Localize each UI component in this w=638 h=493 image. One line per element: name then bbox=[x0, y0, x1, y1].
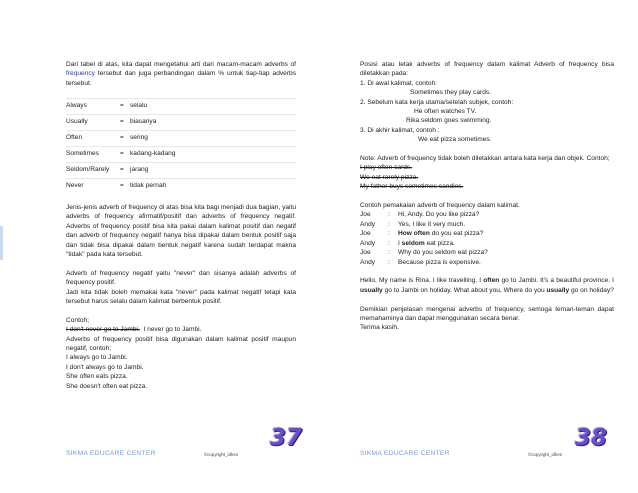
wrong-example: My father buys sometimes candies. bbox=[360, 183, 464, 191]
note-paragraph: Note: Adverb of frequency tidak boleh diletakkan antara kata kerja dan objek. Contoh; bbox=[360, 155, 610, 163]
table-row: Always = selalu bbox=[66, 98, 296, 114]
table-row: Often = sering bbox=[66, 130, 296, 146]
negative-adverb-paragraph: Adverb of frequency negatif yaitu "never" dan sisanya adalah adverbs of frequency positif. bbox=[66, 269, 296, 287]
position-item: 3. Di akhir kalimat, contoh : bbox=[360, 126, 440, 134]
position-example: He often watches TV. bbox=[414, 108, 477, 116]
footer-copyright: ©copyright_idhen bbox=[204, 452, 239, 457]
footer-brand: SIKMA EDUCARE CENTER bbox=[360, 450, 450, 457]
rule-paragraph: Jadi kita tidak boleh memakai kata "never" pada kalimat negatif tetapi kata tersebut harus selalu dalam kalimat berbentuk positif. bbox=[66, 288, 296, 306]
page-number: 38 bbox=[575, 425, 608, 451]
position-item: 1. Di awal kalimat, contoh: bbox=[360, 79, 437, 87]
table-row: Never = tidak pernah bbox=[66, 178, 296, 194]
correct-example: I never go to Jambi. bbox=[143, 326, 202, 334]
example-label: Contoh; bbox=[66, 316, 90, 324]
wrong-example: I don't never go to Jambi. bbox=[66, 326, 140, 334]
example-line bbox=[66, 325, 296, 334]
positive-usage-paragraph: Adverbs of frequency positif bisa digunakan dalam kalimat positif maupun negatif, contoh; bbox=[66, 335, 296, 353]
example-sentence: I don't always go to Jambi. bbox=[66, 363, 144, 371]
position-example: Rika seldom goes swimming. bbox=[406, 117, 492, 125]
dialog-line: Andy : Because pizza is expensive. bbox=[360, 258, 481, 266]
dialog-line: Joe : How often do you eat pizza? bbox=[360, 230, 484, 238]
position-item: 2. Sebelum kata kerja utama/setelah subjek, contoh: bbox=[360, 98, 514, 106]
intro-paragraph: Dari tabel di atas, kita dapat mengetahui arti dari macam-macam adverbs of frequency tersebut dan juga perbandingan dalam % untuk tiap-tiap adverbs tersebut. bbox=[66, 61, 296, 87]
story-paragraph: Hello, My name is Rina. I like travelling. I often go to Jambi. It's a beautiful province. I usually go to Jambi on holiday. What about you, Where do you usually go on holiday? bbox=[360, 277, 614, 294]
example-sentence: She doesn't often eat pizza. bbox=[66, 382, 148, 390]
page-38 bbox=[319, 0, 638, 493]
thanks-text: Terima kasih. bbox=[360, 324, 399, 332]
table-row: Usually = biasanya bbox=[66, 114, 296, 130]
footer-copyright: ©copyright_idhen bbox=[528, 452, 563, 457]
dialog-line: Joe : Why do you seldom eat pizza? bbox=[360, 249, 488, 257]
highlighted-word: frequency bbox=[66, 70, 95, 78]
adverb-meaning-table bbox=[66, 98, 296, 194]
types-paragraph: Jenis-jenis adverb of frequency di atas bisa kita bagi menjadi dua bagian, yaitu adverbs of frequency afirmatif/positif dan adverbs of frequency negatif. Adverbs of frequency positif bisa kita pakai dalam kalimat positif dan negatif dan adverb of frequency negatif hanya bisa dipakai dalam bentuk positif saja dan tidak bisa dipakai dalam bentuk negatif karena sudah terdapat makna "tidak" pada kata tersebut. bbox=[66, 204, 296, 259]
page-number: 37 bbox=[270, 425, 303, 451]
page-footer bbox=[66, 448, 296, 462]
example-sentence: I always go to Jambi. bbox=[66, 354, 128, 362]
position-example: Sometimes they play cards. bbox=[410, 89, 491, 97]
page-38-content bbox=[360, 60, 614, 333]
footer-brand: SIKMA EDUCARE CENTER bbox=[66, 450, 156, 457]
wrong-example: I play often cards. bbox=[360, 164, 413, 172]
dialog-line: Joe : Hi, Andy. Do you like pizza? bbox=[360, 211, 480, 219]
dialog-intro: Contoh pemakaian adverb of frequency dalam kalimat. bbox=[360, 202, 520, 210]
closing-paragraph: Demikian penjelasan mengenai adverbs of frequency, semoga teman-teman dapat memahaminya dan dapat menggunakan secara benar. bbox=[360, 305, 614, 322]
wrong-example: We eat rarely pizza. bbox=[360, 173, 419, 181]
example-sentence: She often eats pizza. bbox=[66, 373, 128, 381]
position-intro: Posisi atau letak adverbs of frequency dalam kalimat Adverb of frequency bisa diletakkan pada: bbox=[360, 61, 614, 78]
dialog-line: Andy : I seldom eat pizza. bbox=[360, 239, 455, 247]
dialog-line: Andy : Yes, I like it very much. bbox=[360, 220, 466, 228]
table-row: Sometimes = kadang-kadang bbox=[66, 146, 296, 162]
table-row: Seldom/Rarely = jarang bbox=[66, 162, 296, 178]
page-edge-mark bbox=[0, 226, 3, 260]
page-37-content bbox=[66, 60, 296, 391]
position-example: We eat pizza sometimes. bbox=[418, 136, 492, 144]
